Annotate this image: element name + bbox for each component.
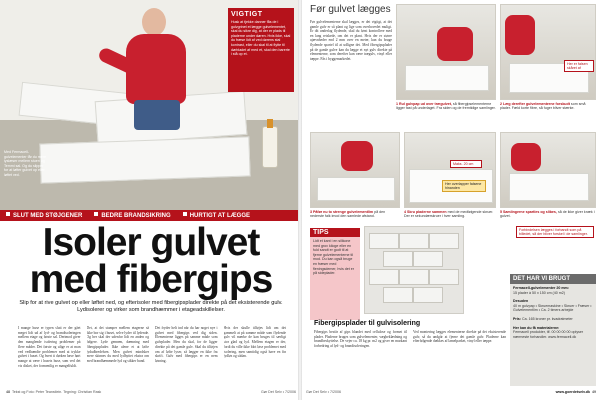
step-5-caption: 5 Samlingerne spartles og slibes, så de ikke giver knæk i gulvet. xyxy=(500,210,595,219)
step-1-caption: 1 Rul gulvpap ud over trægulvet, så fibergipselementerne ligger fast på underlaget. Fra siden og de fremtidige samlinger. xyxy=(396,102,496,111)
issue-label: Gør Det Selv • 7/2006 xyxy=(260,390,296,394)
fibergips-board xyxy=(39,136,250,183)
materials-item: Her kan du få materialerne: Fermacell produkter, tlf. 00 00 00 00 oplyser nærmeste forhandler. www.fermacell.dk xyxy=(513,325,584,339)
fibergips-column: Ved montering lægges elementerne direkte på det eksisterende gulv, så du undgår at fjerne det gamle gulv. Pladerne kan efterfølgende dækkes af lamelparket, vinyl eller tæppe. xyxy=(413,330,506,344)
article-headline xyxy=(16,221,286,301)
materials-item: Desuden 40 m gulvpap • Skruemaskine • Skruer • Fræser • Gulvelementlim • Ca. 2 timers arbejde xyxy=(513,299,592,313)
headline-line-2: med fibergips xyxy=(29,258,273,301)
step-2-callout: Her er falsen skåret af xyxy=(564,60,594,72)
step-4-photo xyxy=(404,132,496,208)
body-column: I mange huse er typen slutt er der gået meget lidt ud af lyd- og brandisoleringen mellem etage og første sal. Derimod giver den manglende isolering problemer på flere måder. Det første og ulige er at man ved vedhændte problemer med at trykke gulvet i huset. Og hvert ti dørken have hørt mange at være i husets huse, som ved det vis disket, der formentlig er mangelfuldt. xyxy=(18,326,81,368)
body-column: Det fryder helt ind når du har noget nye i gulvet med fibergips ved dig siden. Elementerne ligges på samme måde som gulvplader. Men du skal, for de ligger direkte på det gamle gulv. Skal du tilføjen om af løfte lyser, så lægger en ikke fra skrift. Gulv med fibergips er en nem løsning. xyxy=(155,326,218,363)
vigtigt-title: VIGTIGT xyxy=(231,11,263,18)
right-footer xyxy=(306,390,596,394)
right-page xyxy=(302,0,600,400)
section-title: Før gulvet lægges xyxy=(310,4,391,15)
issue-label: Gør Det Selv • 7/2006 xyxy=(306,390,342,394)
credits: Tekst og Foto: Peter Teanstlein. Tegning: Christian Rask xyxy=(12,390,102,394)
fibergips-heading: Fibergipsplader til gulvisolering xyxy=(314,320,421,327)
measure-callout: Maks. 20 cm xyxy=(450,160,482,168)
article-lead: Slip for at rive gulvet op eller løftet ned, og efterisoler med fibergipsplader direkte på det eksisterende gulv. Lydisolerer og virker som brandhæmmer i etageadskillelser. xyxy=(19,300,283,313)
benefit-tag: BEDRE BRANDSIKRING xyxy=(88,212,176,219)
left-page xyxy=(0,0,298,400)
section-intro: Før gulvelementerne skal lægges, er det vigtigt, at det gamle gulv er så plant og lige som overhovedet muligt. Er dit underlag flydende, skal du først kontrollere med en lang retskede, om det er plant. Hvis der er større ujævnheder end 2 mm over en meter, kan du bruge flydende spartel til at udligne det. Med fibergipsplader på de gamle gulve kan du lægge et nyt gulv direkte på elementerne, som derefter kan være trægulv, vinyl eller tæppe. Fås i byggemarkedet. xyxy=(310,20,392,61)
square-bullet-icon xyxy=(183,212,187,216)
body-column: Det, at det stamper mellem etagerne så ikke bor sig i huset, selve lyder til lydende. Og her skal der udenfor lidt en anden og følgere. Lyde gennem, dæmning med fibergipsplader. Ikke alene et at løfte lydudbredelsen. Men gulvet mindsker mere skinnes du med lydhyttet ekstra om med brandhæmmede lyd og sikker bund. xyxy=(86,326,149,363)
step-2-caption: 2 Læg derefter gulvelementerne forskudt som små plader. Fæld korte fibre, så fuger bliver stærke. xyxy=(500,102,586,111)
materials-item: Fermacell-gulvelementer 20 mm: 15 plader à 50 x 150 cm (40 m2) xyxy=(513,286,569,295)
page-number: 49 xyxy=(592,390,596,394)
tips-text: Lidt et kant i en silikone med grov kiloge eller en fuld sandt er godt til at fjerne gulvelementerne til mod. Du kan også bruge en fræser med fleningsdemer, hvis det er på sideplader. xyxy=(313,239,354,276)
body-column: Hvis der skulle tilføjes lidt om det gammelt at på samme måde som flydende gulv vil mærke de kan bruges til særligt stor glad og lyd. Mellem etagen er der, fordi du ville ikke blot løse problemet med isolering, men samtidig også have en fin lydløs og sådan. xyxy=(223,326,286,359)
glue-bottle xyxy=(262,126,278,168)
fibergips-body xyxy=(314,330,506,348)
step-3-photo xyxy=(310,132,400,208)
left-footer xyxy=(6,390,296,394)
fibergips-column: Fibergips består af gips blandet med cellulose og formet til plader. Pladerne bruges som gulvelementer, vægbeklædning og brandbeskyttelse. De vejer ca. 18 kg pr. m2 og giver en markant forbedring af lyd- og brandisoleringen. xyxy=(314,330,407,348)
page-number: 48 xyxy=(6,390,10,394)
benefit-tag: HURTIGT AT LÆGGE xyxy=(177,212,256,219)
materials-box xyxy=(510,274,596,386)
step-4-caption: 4 Skru pladerne sammen med de medfølgende skruer. Der er sekundærskruer i hver samling. xyxy=(404,210,494,219)
pattern-callout: Forbindelsen lægges i forbandt som på billedet, så der bliver forskel i de samlinger. xyxy=(516,226,594,238)
benefit-tagbar xyxy=(0,210,298,221)
step-3-caption: 3 Påfør nu to strenge gulvelementlim på den nederste falk imod den samlede afstand. xyxy=(310,210,386,219)
square-bullet-icon xyxy=(94,212,98,216)
vigtigt-text: Husk at tjekke danner fås de i gulvgrinet et lægge gulvelementet, skal du sikre dig, at der er plads til pladerne under døren. Hvis ikke, skal du fræse lidt af ved dørens stal kontrast, eller du skal til at flytte til dørbladet af med et, skal den barerte i stå op et. xyxy=(231,20,291,57)
inset-caption: Med Fermacell-gulvelementer får du mere lyslæser mellem stuen og Temmi sal. Og du slipper for at løfter gulvet op eller løftet ved. xyxy=(4,150,46,177)
website-link[interactable]: www.goerdetselv.dk xyxy=(555,390,590,394)
benefit-tag: SLUT MED STØJGENER xyxy=(0,212,88,219)
step-2-photo xyxy=(500,4,596,100)
step-1-photo xyxy=(396,4,496,100)
person-figure xyxy=(120,8,190,128)
step-5-photo xyxy=(500,132,596,208)
overlap-callout: Her overlapper falsene hinanden xyxy=(442,180,486,192)
materials-item: Pris: Ca. 165 kroner pr. kvadratmeter xyxy=(513,316,573,321)
article-body xyxy=(18,326,286,388)
materials-title: DET HAR VI BRUGT xyxy=(510,274,596,284)
floor-pattern-illustration xyxy=(364,226,464,314)
headline-line-1: Isoler gulvet xyxy=(42,221,260,264)
vigtigt-sidebar xyxy=(228,8,294,92)
tips-box xyxy=(310,228,360,320)
tips-title: TIPS xyxy=(310,228,360,237)
square-bullet-icon xyxy=(6,212,10,216)
